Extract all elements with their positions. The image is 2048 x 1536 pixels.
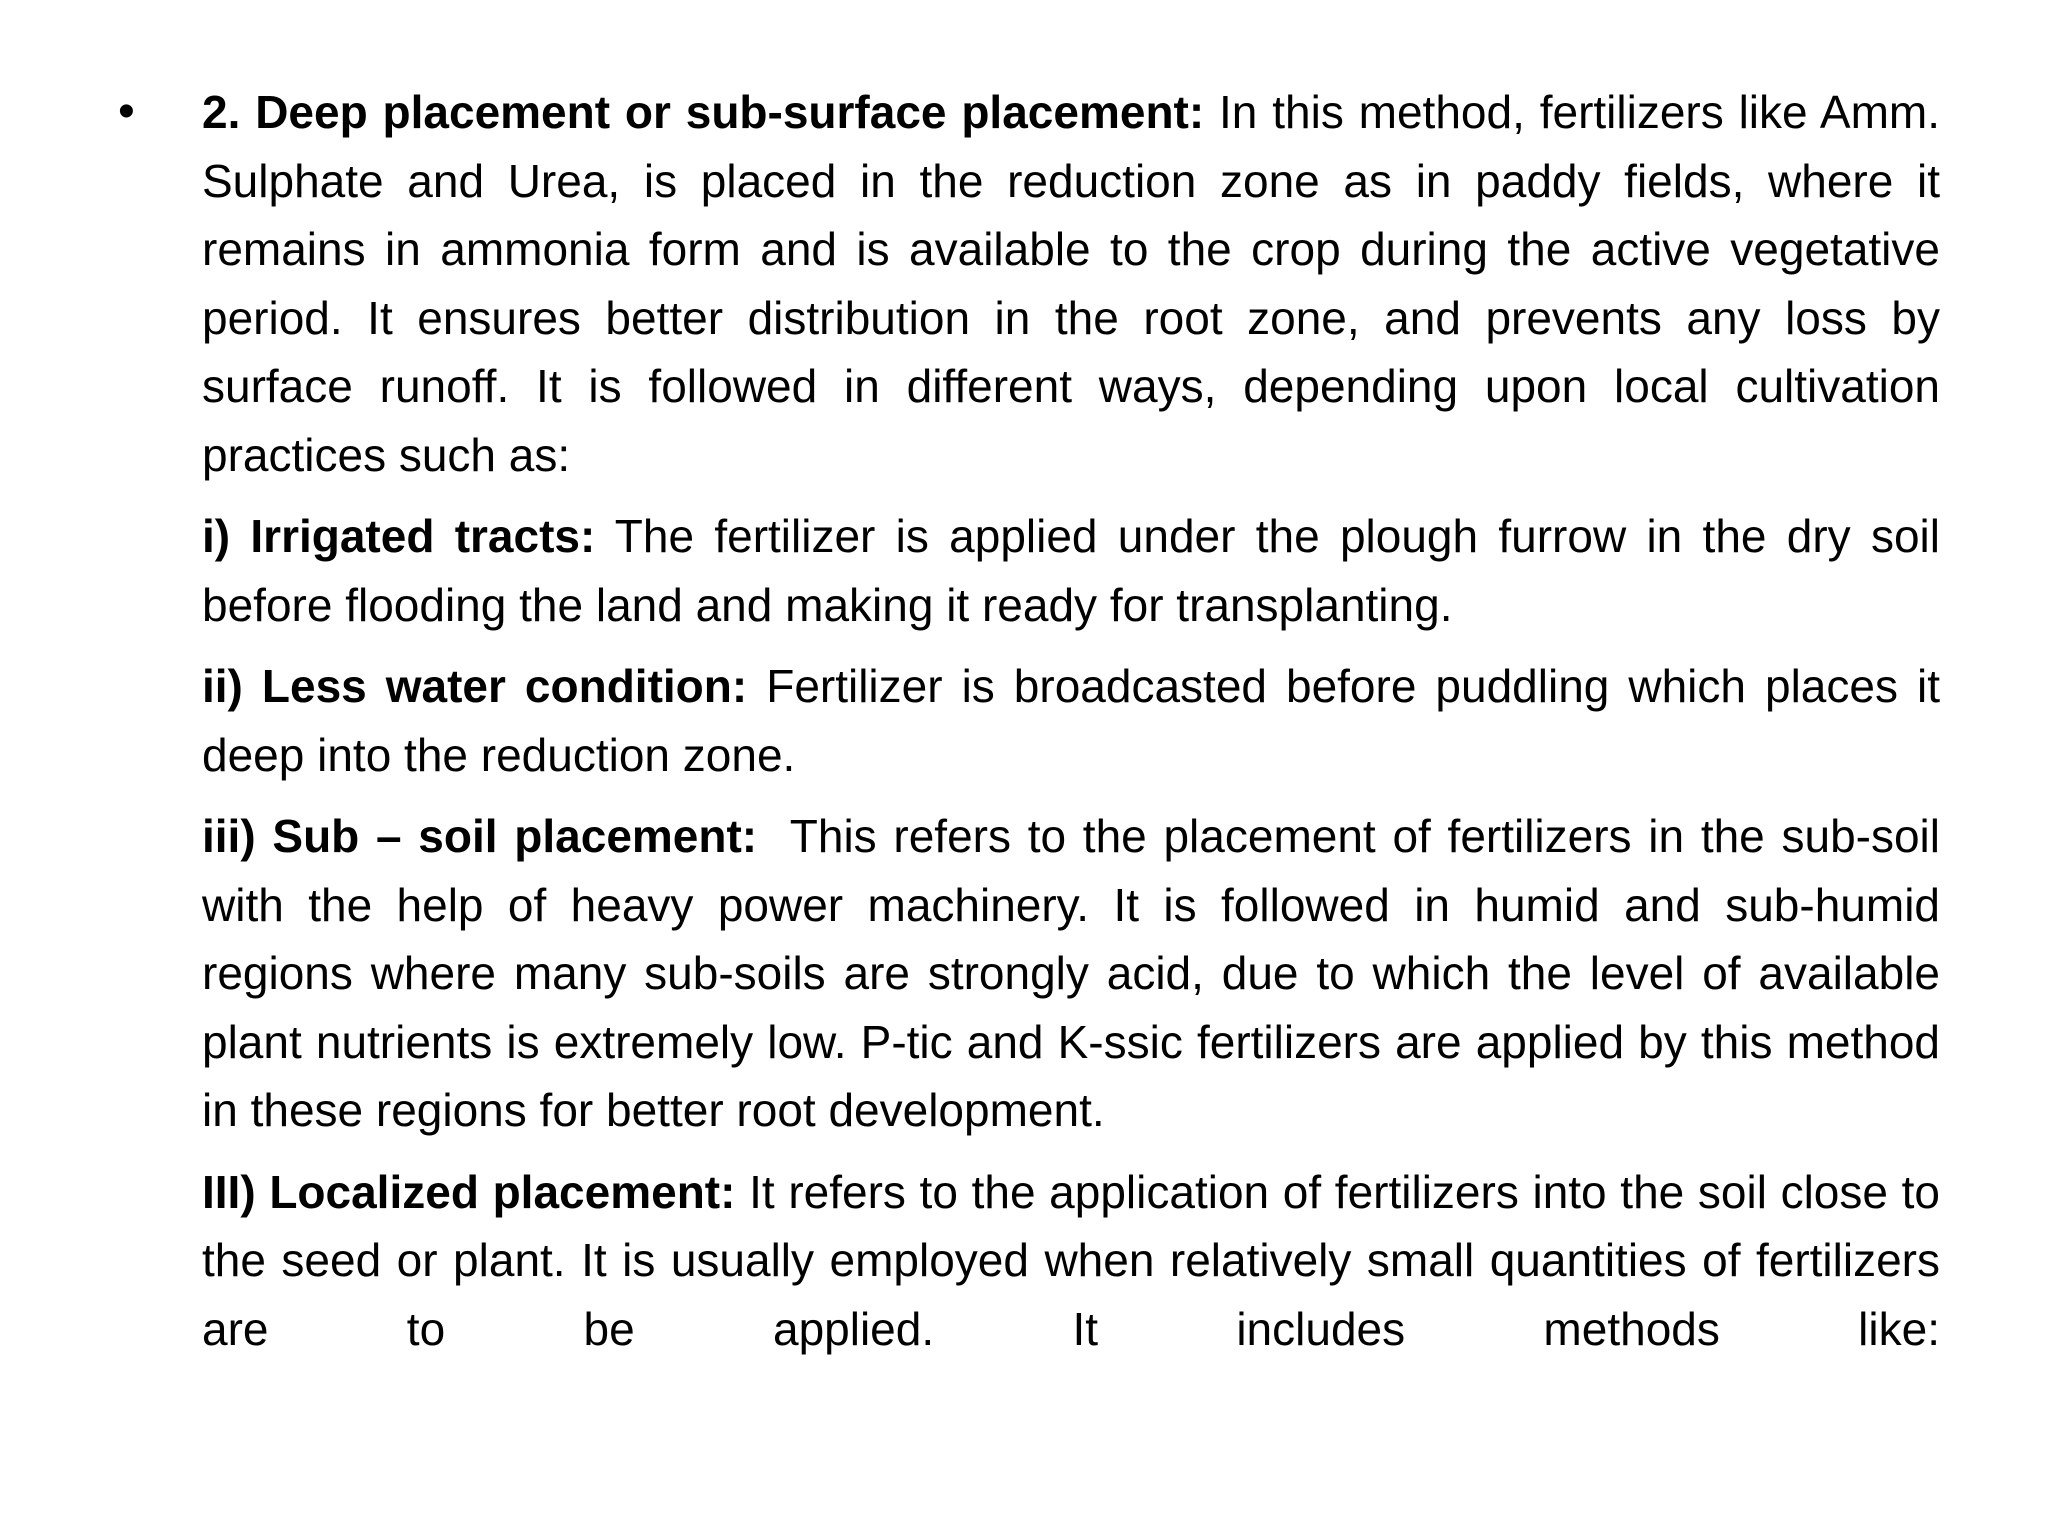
paragraph-less-water	[202, 652, 1940, 789]
bullet-list-item	[118, 78, 1953, 1376]
body-irrigated-tracts: The fertilizer is applied under the plough furrow in the dry soil before flooding the land and making it ready for transplanting.	[202, 510, 1940, 631]
heading-less-water: ii) Less water condition:	[202, 660, 748, 712]
body-sub-soil: This refers to the placement of fertilizers in the sub-soil with the help of heavy power machinery. It is followed in humid and sub-humid regions where many sub-soils are strongly acid, due to which the level of available plant nutrients is extremely low. P-tic and K-ssic fertilizers are applied by this method in these regions for better root development.	[202, 810, 1953, 1136]
paragraph-localized-placement	[202, 1158, 1940, 1364]
heading-deep-placement: 2. Deep placement or sub-surface placement:	[202, 86, 1205, 138]
heading-irrigated-tracts: i) Irrigated tracts:	[202, 510, 596, 562]
heading-sub-soil: iii) Sub – soil placement:	[202, 810, 758, 862]
paragraph-sub-soil	[202, 802, 1953, 1145]
body-less-water: Fertilizer is broadcasted before puddling which places it deep into the reduction zone.	[202, 660, 1940, 781]
bullet-marker: •	[118, 85, 135, 138]
body-localized-placement: It refers to the application of fertilizers into the soil close to the seed or plant. It is usually employed when relatively small quantities of fertilizers are to be applied. It includes methods like:	[202, 1165, 1940, 1355]
paragraph-irrigated-tracts	[202, 502, 1940, 639]
body-deep-placement: In this method, fertilizers like Amm. Sulphate and Urea, is placed in the reduction zone as in paddy fields, where it remains in ammonia form and is available to the crop during the active vegetative period. It ensures better distribution in the root zone, and prevents any loss by surface runoff. It is followed in different ways, depending upon local cultivation practices such as:	[202, 86, 1940, 481]
bullet-content	[202, 78, 1953, 1363]
heading-localized-placement: III) Localized placement:	[202, 1165, 736, 1218]
paragraph-deep-placement	[202, 78, 1940, 489]
